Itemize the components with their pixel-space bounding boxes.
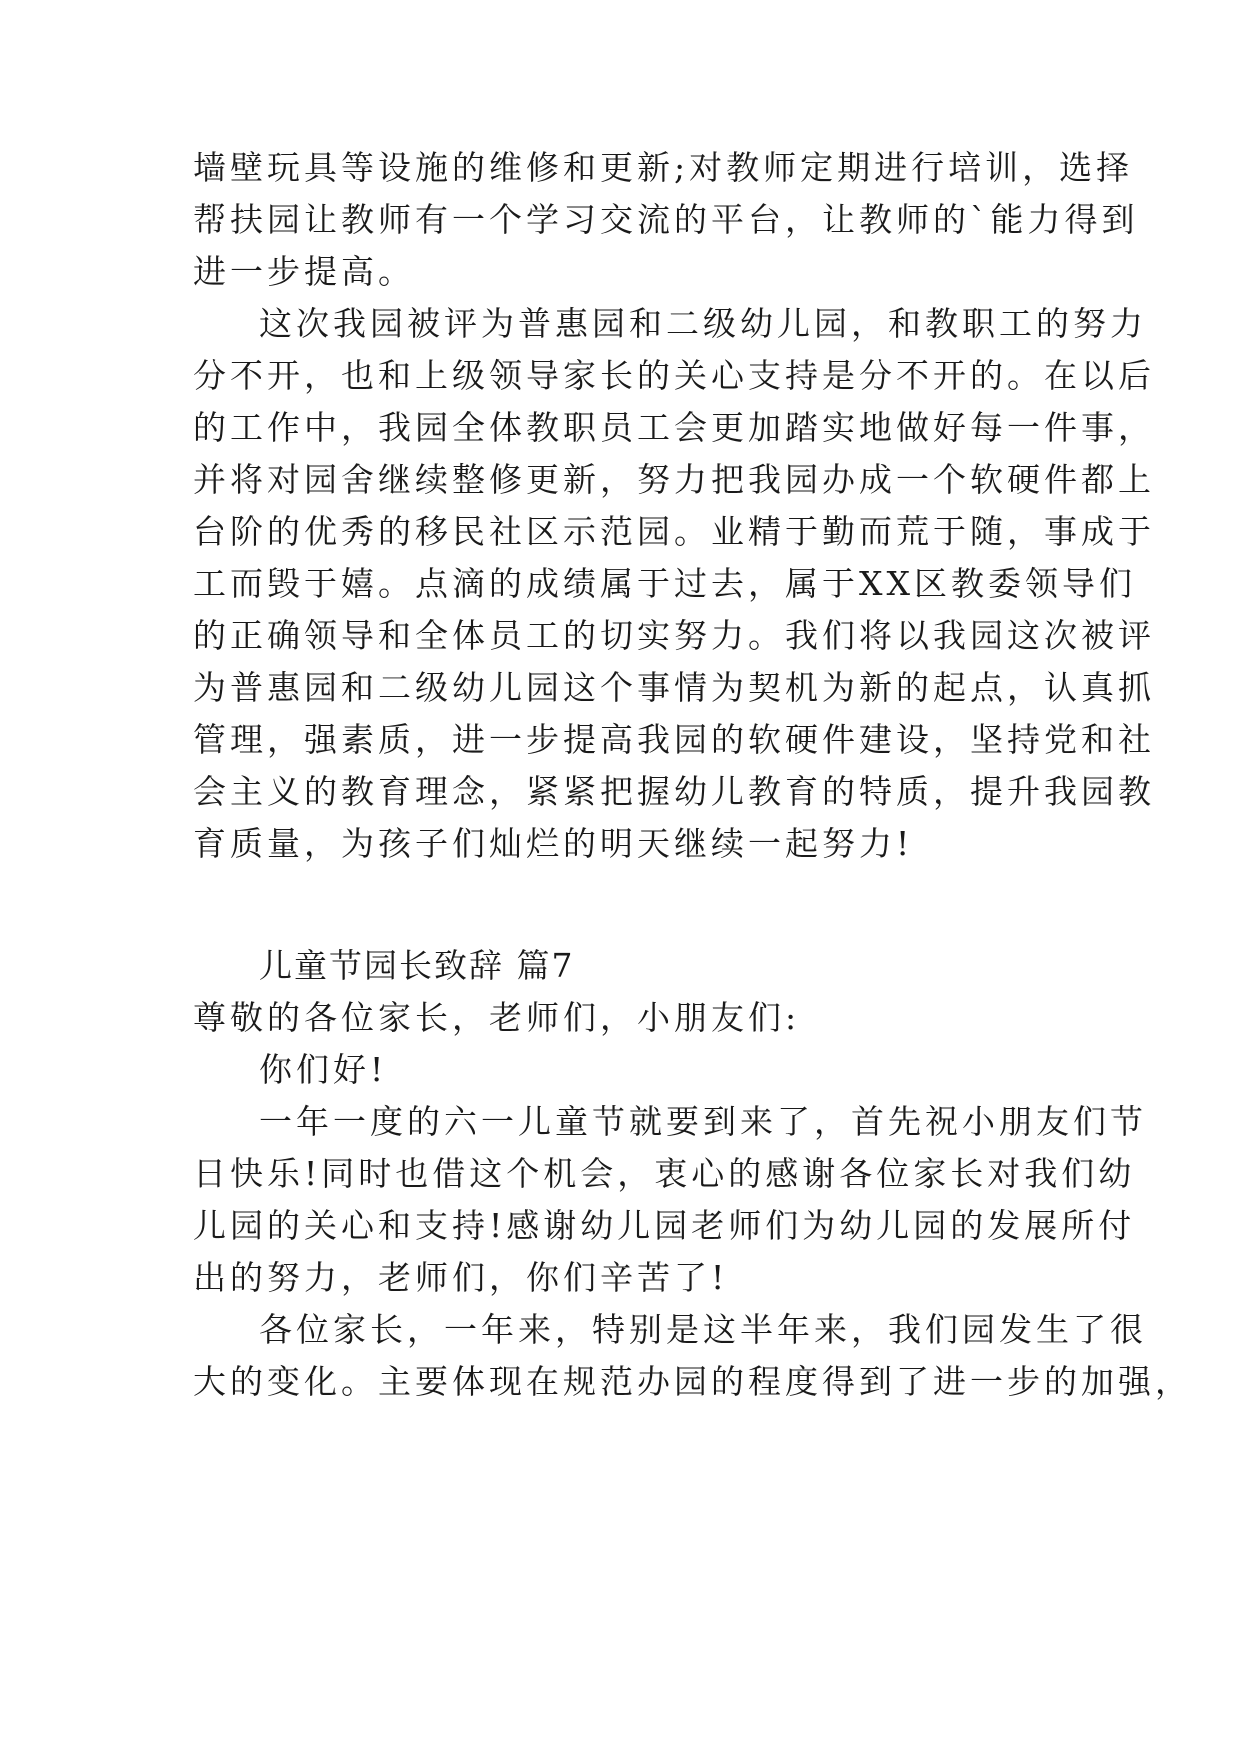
text-line: 墙壁玩具等设施的维修和更新;对教师定期进行培训，选择: [193, 148, 1134, 187]
text-line: 台阶的优秀的移民社区示范园。业精于勤而荒于随，事成于: [193, 512, 1155, 551]
text-line: 儿园的关心和支持!感谢幼儿园老师们为幼儿园的发展所付: [193, 1206, 1136, 1245]
text-line: 进一步提高。: [193, 252, 415, 291]
section-heading: 儿童节园长致辞 篇7: [259, 946, 575, 985]
text-line: 会主义的教育理念，紧紧把握幼儿教育的特质，提升我园教: [193, 772, 1155, 811]
paragraph-start-line: 一年一度的六一儿童节就要到来了，首先祝小朋友们节: [259, 1102, 1147, 1141]
text-line: 大的变化。主要体现在规范办园的程度得到了进一步的加强，: [193, 1362, 1192, 1401]
text-line: 为普惠园和二级幼儿园这个事情为契机为新的起点，认真抓: [193, 668, 1155, 707]
text-line: 日快乐!同时也借这个机会，衷心的感谢各位家长对我们幼: [193, 1154, 1136, 1193]
text-line: 管理，强素质，进一步提高我园的软硬件建设，坚持党和社: [193, 720, 1155, 759]
text-line: 分不开，也和上级领导家长的关心支持是分不开的。在以后: [193, 356, 1155, 395]
salutation-line: 尊敬的各位家长，老师们，小朋友们:: [193, 998, 801, 1037]
greeting-line: 你们好!: [259, 1050, 388, 1089]
text-line: 出的努力，老师们，你们辛苦了!: [193, 1258, 729, 1297]
paragraph-start-line: 各位家长，一年来，特别是这半年来，我们园发生了很: [259, 1310, 1147, 1349]
paragraph-start-line: 这次我园被评为普惠园和二级幼儿园，和教职工的努力: [259, 304, 1147, 343]
text-line: 的工作中，我园全体教职员工会更加踏实地做好每一件事，: [193, 408, 1155, 447]
text-line: 工而毁于嬉。点滴的成绩属于过去，属于XX区教委领导们: [193, 564, 1136, 603]
text-line: 育质量，为孩子们灿烂的明天继续一起努力!: [193, 824, 914, 863]
text-line: 帮扶园让教师有一个学习交流的平台，让教师的`能力得到: [193, 200, 1139, 239]
text-line: 并将对园舍继续整修更新，努力把我园办成一个软硬件都上: [193, 460, 1155, 499]
text-line: 的正确领导和全体员工的切实努力。我们将以我园这次被评: [193, 616, 1155, 655]
